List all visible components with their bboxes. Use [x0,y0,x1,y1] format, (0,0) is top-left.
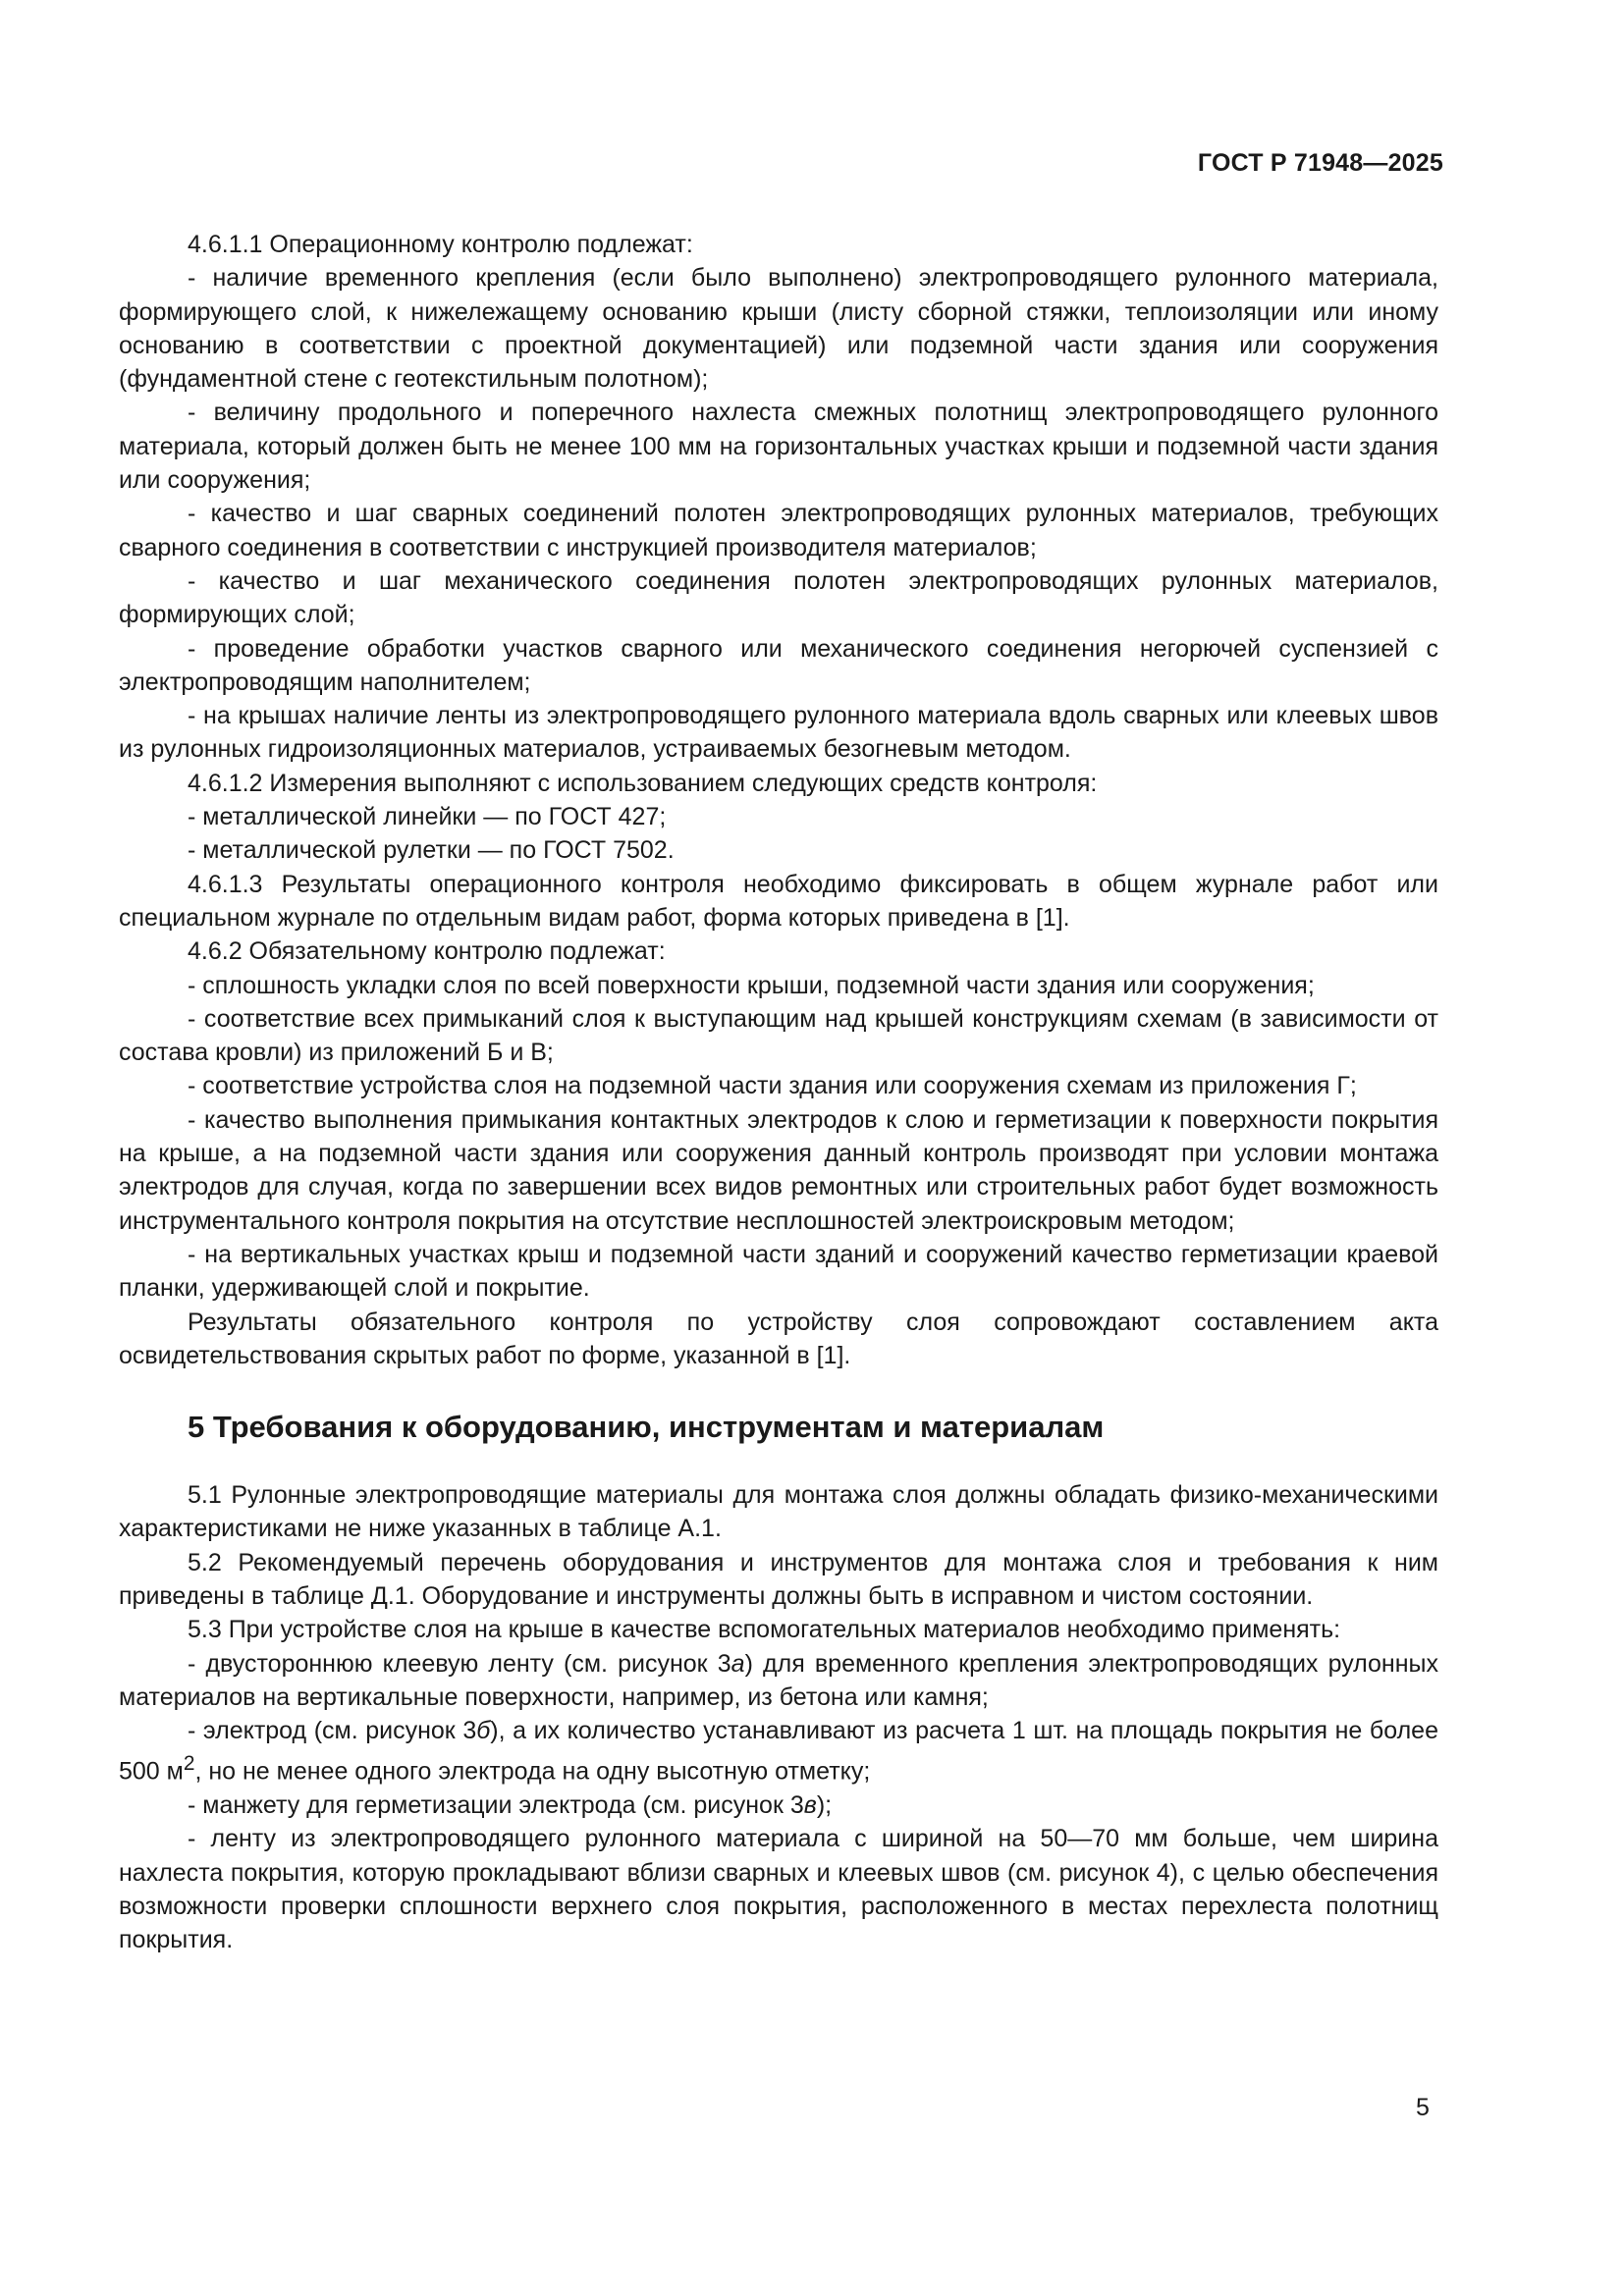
list-item: - сплошность укладки слоя по всей поверхности крыши, подземной части здания или сооружения; [188,971,1315,999]
list-item: - величину продольного и поперечного нахлеста смежных полотнищ электропроводящего рулонного материала, который должен быть не менее 100 мм на горизонтальных участках крыши и подземной части здания или сооружения; [119,399,1438,495]
paragraph: 5.3 При устройстве слоя на крыше в качестве вспомогательных материалов необходимо применять: [188,1616,1341,1644]
list-item: - металлической линейки — по ГОСТ 427; [188,803,667,831]
list-item: - на крышах наличие ленты из электропроводящего рулонного материала вдоль сварных или клеевых швов из рулонных гидроизоляционных материалов, устраиваемых безогневым методом. [119,702,1438,764]
text-span: - манжету для герметизации электрода (см. рисунок 3 [188,1791,804,1820]
list-item: - соответствие устройства слоя на подземной части здания или сооружения схемам из приложения Г; [188,1072,1357,1100]
list-item [119,1647,1438,1715]
text-span: ); [816,1791,833,1820]
text-span: - двустороннюю клеевую ленту (см. рисунок 3 [188,1649,731,1678]
superscript: 2 [183,1752,195,1776]
section-heading: 5 Требования к оборудованию, инструментам и материалам [188,1410,1105,1445]
paragraph: 4.6.1.3 Результаты операционного контроля необходимо фиксировать в общем журнале работ или специальном журнале по отдельным видам работ, форма которых приведена в [1]. [119,870,1438,932]
text-span: , но не менее одного электрода на одну высотную отметку; [194,1757,871,1786]
list-item: - качество выполнения примыкания контактных электродов к слою и герметизации к поверхности покрытия на крыше, а на подземной части здания или сооружения данный контроль производят при условии монтажа электродов для случая, когда по завершении всех видов ремонтных или строительных работ будет возможность инструментального контроля покрытия на отсутствие несплошностей электроискровым методом; [119,1105,1438,1235]
paragraph: 4.6.2 Обязательному контролю подлежат: [188,937,666,966]
text-span: ) для временного крепления электропроводящих рулонных материалов на вертикальные поверхности, например, из бетона или камня; [119,1649,1438,1711]
figure-ref-letter: в [803,1791,817,1820]
paragraph: 5.2 Рекомендуемый перечень оборудования и инструментов для монтажа слоя и требования к ним приведены в таблице Д.1. Оборудование и инструменты должны быть в исправном и чистом состоянии. [119,1548,1438,1610]
paragraph: 5.1 Рулонные электропроводящие материалы для монтажа слоя должны обладать физико-механическими характеристиками не ниже указанных в таблице А.1. [119,1481,1438,1543]
list-item: - качество и шаг механического соединения полотен электропроводящих рулонных материалов, формирующих слой; [119,566,1438,629]
paragraph: 4.6.1.2 Измерения выполняют с использованием следующих средств контроля: [188,769,1098,797]
figure-ref-letter: б [476,1717,491,1745]
page-number: 5 [1416,2094,1430,2121]
list-item: - металлической рулетки — по ГОСТ 7502. [188,836,675,865]
figure-ref-letter: а [731,1649,745,1678]
document-code: ГОСТ Р 71948—2025 [1197,149,1443,177]
list-item [119,1789,1438,1822]
list-item: - проведение обработки участков сварного или механического соединения негорючей суспензией с электропроводящим наполнителем; [119,634,1438,696]
list-item: - на вертикальных участках крыш и подземной части зданий и сооружений качество герметизации краевой планки, удерживающей слой и покрытие. [119,1240,1438,1303]
paragraph: 4.6.1.1 Операционному контролю подлежат: [188,231,693,258]
list-item: - наличие временного крепления (если было выполнено) электропроводящего рулонного материала, формирующего слой, к нижележащему основанию крыши (листу сборной стяжки, теплоизоляции или иному основанию в соответствии с проектной документацией) или подземной части здания или сооружения (фундаментной стене с геотекстильным полотном); [119,264,1438,394]
text-span: ), а их количество устанавливают из расчета 1 шт. на площадь покрытия не более 500 м [119,1717,1438,1786]
paragraph: Результаты обязательного контроля по устройству слоя сопровождают составлением акта освидетельствования скрытых работ по форме, указанной в [1]. [119,1308,1438,1369]
page-content [119,228,1438,1957]
list-item: - качество и шаг сварных соединений полотен электропроводящих рулонных материалов, требующих сварного соединения в соответствии с инструкцией производителя материалов; [119,500,1438,561]
list-item [119,1714,1438,1789]
list-item: - соответствие всех примыканий слоя к выступающим над крышей конструкциям схемам (в зависимости от состава кровли) из приложений Б и В; [119,1004,1438,1067]
text-span: - электрод (см. рисунок 3 [188,1717,477,1745]
list-item: - ленту из электропроводящего рулонного материала с шириной на 50—70 мм больше, чем ширина нахлеста покрытия, которую прокладывают вблизи сварных и клеевых швов (см. рисунок 4), с целью обеспечения возможности проверки сплошности верхнего слоя покрытия, расположенного в местах перехлеста полотнищ покрытия. [119,1825,1438,1954]
